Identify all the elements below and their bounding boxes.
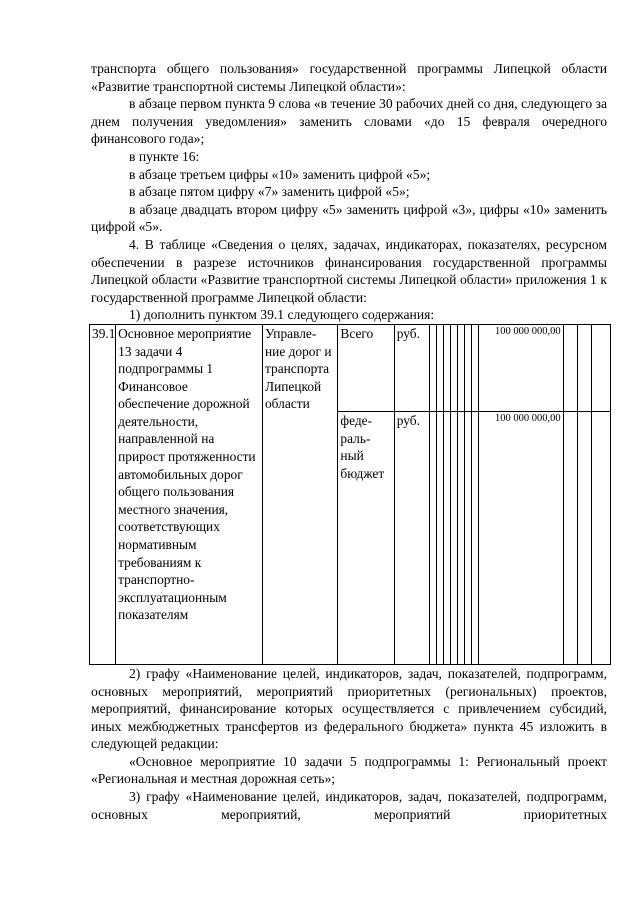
empty-cell	[443, 411, 450, 664]
executor: Управле-ние дорог и транспорта Липецкой области	[262, 324, 337, 664]
paragraph: в абзаце двадцать втором цифру «5» заменить цифрой «3», цифры «10» заменить цифрой «5».	[91, 201, 607, 235]
empty-cell	[443, 324, 450, 411]
paragraph: 2) графу «Наименование целей, индикаторов, задач, показателей, подпрограмм, основных мероприятий, мероприятий приоритетных (региональных) проектов, мероприятий, финансирование которых осуществляется с привлечением субсидий, иных межбюджетных трансфертов из федерального бюджета» пункта 45 изложить в следующей редакции:	[91, 665, 607, 752]
document-page	[91, 60, 607, 823]
paragraph: 4. В таблице «Сведения о целях, задачах, индикаторах, показателях, ресурсном обеспечении в разрезе источников финансирования государственной программы Липецкой области «Развитие транспортной системы Липецкой области» приложения 1 к государственной программе Липецкой области:	[91, 236, 607, 305]
empty-cell	[451, 324, 458, 411]
paragraph: в абзаце третьем цифры «10» заменить цифрой «5»;	[129, 166, 431, 182]
empty-cell	[429, 324, 436, 411]
empty-cell	[429, 411, 436, 664]
paragraph: в пункте 16:	[129, 148, 200, 164]
empty-cell	[465, 324, 472, 411]
paragraph: в абзаце первом пункта 9 слова «в течение 30 рабочих дней со дня, следующего за днем получения уведомления» заменить словами «до 15 февраля очередного финансового года»;	[91, 96, 607, 147]
unit: руб.	[394, 324, 429, 411]
empty-cell	[577, 411, 591, 664]
paragraph: в абзаце пятом цифру «7» заменить цифрой «5»;	[129, 184, 410, 200]
unit: руб.	[394, 411, 429, 664]
empty-cell	[577, 324, 591, 411]
targets-table	[89, 324, 611, 665]
empty-cell	[458, 324, 465, 411]
empty-cell	[591, 324, 610, 411]
empty-cell	[436, 411, 443, 664]
paragraph: «Основное мероприятие 10 задачи 5 подпрограммы 1: Региональный проект «Региональная и местная дорожная сеть»;	[91, 753, 607, 787]
empty-cell	[563, 324, 577, 411]
empty-cell	[451, 411, 458, 664]
empty-cell	[458, 411, 465, 664]
item-number: 39.1	[90, 324, 116, 664]
empty-cell	[436, 324, 443, 411]
amount: 100 000 000,00	[479, 324, 563, 411]
empty-cell	[465, 411, 472, 664]
table-row	[90, 324, 611, 411]
empty-cell	[591, 411, 610, 664]
empty-cell	[563, 411, 577, 664]
paragraph: транспорта общего пользования» государственной программы Липецкой области «Развитие транспортной системы Липецкой области»:	[91, 61, 607, 94]
paragraph: 3) графу «Наименование целей, индикаторов, задач, показателей, подпрограмм, основных мероприятий, мероприятий приоритетных	[91, 789, 607, 822]
funding-source: Всего	[338, 324, 394, 411]
empty-cell	[472, 324, 479, 411]
amount: 100 000 000,00	[479, 411, 563, 664]
item-name: Основное мероприятие 13 задачи 4 подпрограммы 1 Финансовое обеспечение дорожной деятельности, направленной на прирост протяженности автомобильных дорог общего пользования местного значения, соответствующих нормативным требованиям к транспортно-эксплуатационным показателям	[116, 324, 263, 664]
funding-source: феде-раль-ный бюджет	[338, 411, 394, 664]
empty-cell	[472, 411, 479, 664]
paragraph: 1) дополнить пунктом 39.1 следующего содержания:	[129, 307, 435, 323]
